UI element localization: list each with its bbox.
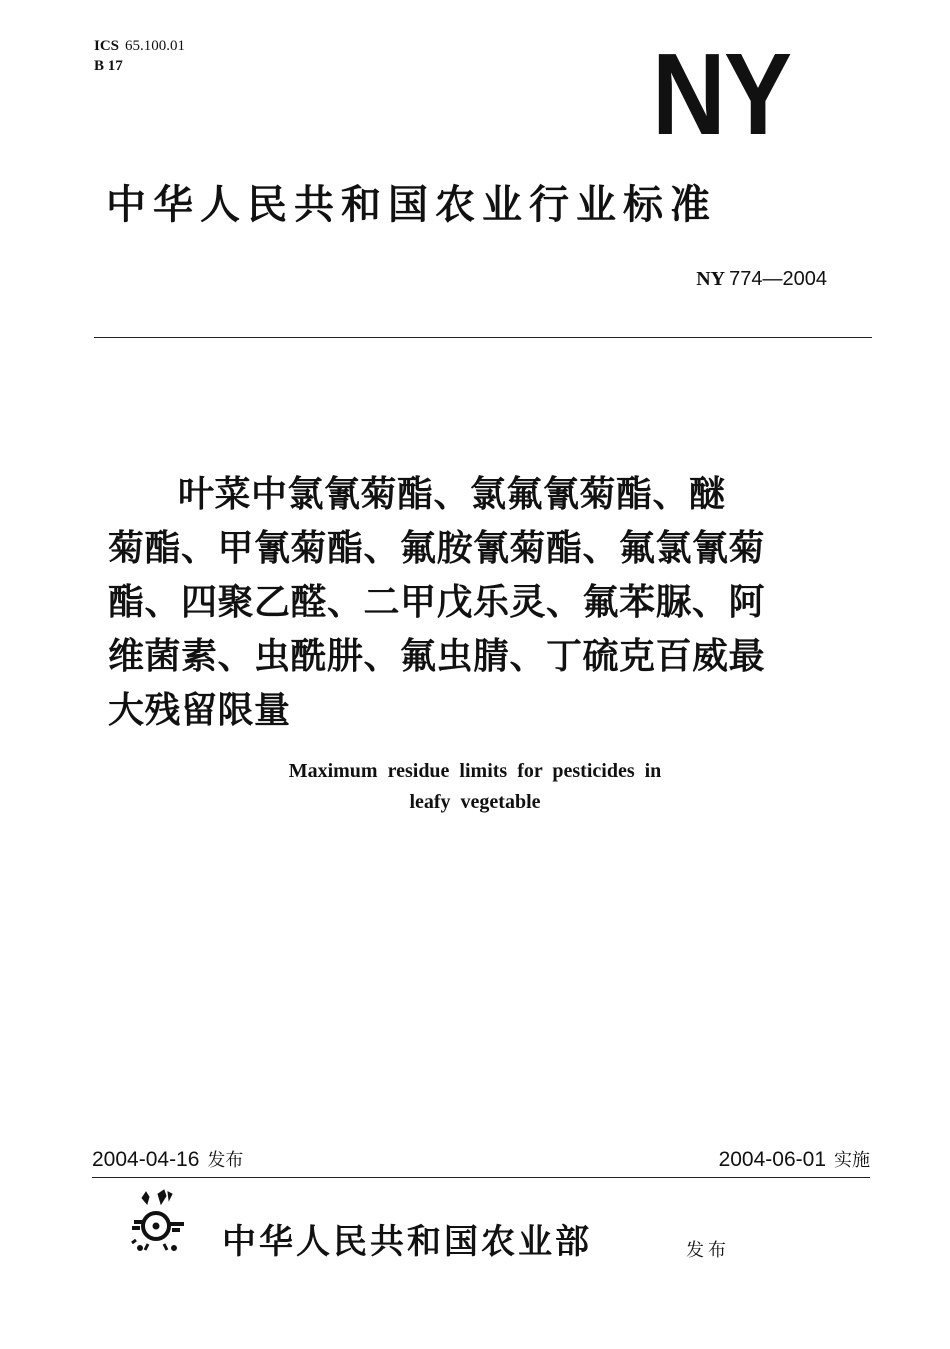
title-en-line: leafy vegetable [409, 791, 541, 813]
ministry-emblem-icon [118, 1186, 202, 1266]
standard-type-heading: 中华人民共和国农业行业标准 [106, 182, 717, 228]
effective-date-value: 2004-06-01 [718, 1148, 826, 1171]
issue-date-label: 发布 [207, 1150, 244, 1171]
title-zh-line: 叶菜中氯氰菊酯、氯氟氰菊酯、醚 [178, 474, 726, 515]
classification-codes [94, 36, 185, 76]
publisher-label: 发布 [686, 1240, 730, 1261]
standard-number-prefix: NY [696, 268, 726, 290]
title-en-line: Maximum residue limits for pesticides in [288, 760, 662, 782]
issue-date [92, 1146, 243, 1172]
title-zh-line: 菊酯、甲氰菊酯、氟胺氰菊酯、氟氯氰菊 [108, 528, 766, 569]
document-title-zh [108, 468, 868, 738]
ics-line [94, 36, 185, 56]
standard-number [696, 268, 827, 291]
document-title-en [0, 756, 950, 818]
ics-code: 65.100.01 [125, 38, 186, 54]
bottom-divider [92, 1177, 870, 1178]
standard-number-value: 774—2004 [729, 268, 827, 290]
title-zh-line: 维菌素、虫酰肼、氟虫腈、丁硫克百威最 [108, 636, 766, 677]
effective-date [719, 1146, 870, 1172]
effective-date-label: 实施 [834, 1150, 870, 1171]
title-zh-line: 酯、四聚乙醛、二甲戊乐灵、氟苯脲、阿 [108, 582, 766, 623]
ccs-code: B 17 [94, 58, 123, 74]
title-zh-line: 大残留限量 [108, 690, 291, 731]
issue-date-value: 2004-04-16 [92, 1148, 200, 1171]
ny-logo: NY [652, 29, 791, 159]
top-divider [94, 337, 872, 338]
ics-label: ICS [94, 38, 120, 54]
publisher-name: 中华人民共和国农业部 [222, 1222, 592, 1262]
